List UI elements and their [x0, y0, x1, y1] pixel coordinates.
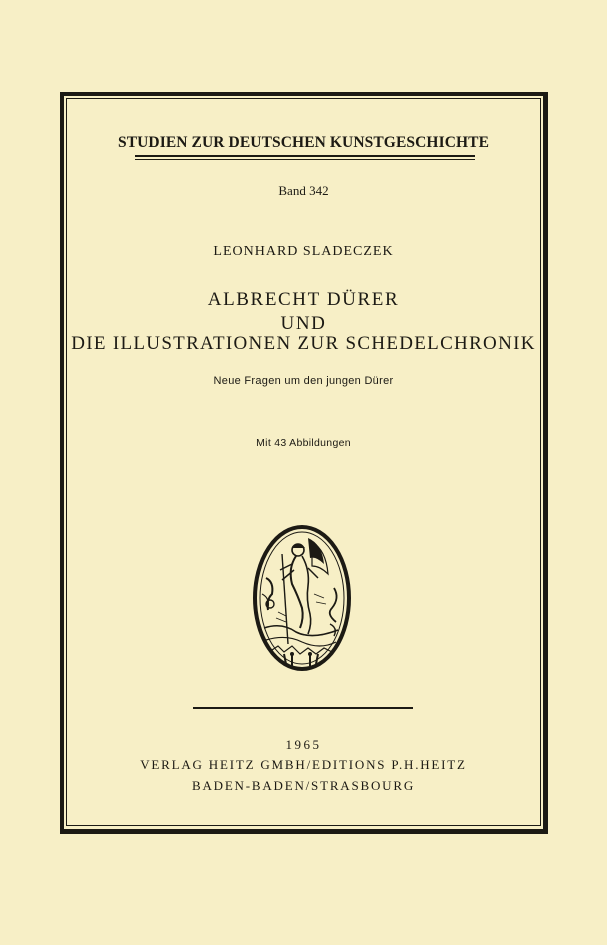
series-rule-thick [135, 155, 475, 157]
volume-number: Band 342 [278, 183, 329, 198]
book-subtitle: Neue Fragen um den jungen Dürer [213, 375, 394, 387]
publication-year: 1965 [285, 737, 322, 752]
series-title: STUDIEN ZUR DEUTSCHEN KUNSTGESCHICHTE [117, 134, 490, 151]
series-rule-thin [135, 159, 475, 160]
author-name: LEONHARD SLADECZEK [213, 244, 394, 259]
publisher-name: VERLAG HEITZ GMBH/EDITIONS P.H.HEITZ [140, 757, 467, 772]
book-title-line-2: UND [280, 313, 327, 334]
publisher-rule [193, 707, 413, 709]
inner-border-frame [66, 98, 541, 826]
book-title-line-3: DIE ILLUSTRATIONEN ZUR SCHEDELCHRONIK [71, 333, 536, 354]
book-title-line-1: ALBRECHT DÜRER [207, 289, 400, 310]
illustrations-note: Mit 43 Abbildungen [256, 437, 351, 449]
oval-woodcut-emblem-icon [252, 524, 352, 672]
publisher-location: BADEN-BADEN/STRASBOURG [191, 778, 416, 793]
